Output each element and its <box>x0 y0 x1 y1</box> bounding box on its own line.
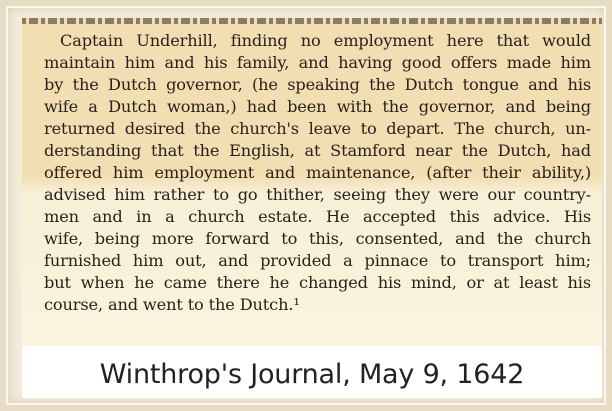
passage-line: returned desired the church's leave to depart. The church, un- <box>44 119 591 138</box>
passage-line: men and in a church estate. He accepted this advice. His <box>44 207 591 226</box>
cropped-previous-line <box>22 18 602 24</box>
passage-line: advised him rather to go thither, seeing they were our country- <box>44 185 591 204</box>
passage-line: derstanding that the English, at Stamford near the Dutch, had <box>44 141 591 160</box>
passage-line: by the Dutch governor, (he speaking the Dutch tongue and his <box>44 75 591 94</box>
passage-line: Captain Underhill, finding no employment here that would <box>60 31 591 50</box>
passage-line: wife a Dutch woman,) had been with the governor, and being <box>44 97 591 116</box>
passage-line: but when he came there he changed his mind, or at least his <box>44 273 591 292</box>
passage-line: course, and went to the Dutch.¹ <box>44 295 300 314</box>
passage-line: offered him employment and maintenance, (after their ability,) <box>44 163 591 182</box>
passage-line: furnished him out, and provided a pinnace to transport him; <box>44 251 591 270</box>
passage-line: wife, being more forward to this, consented, and the church <box>44 229 591 248</box>
passage-line: maintain him and his family, and having good offers made him <box>44 53 591 72</box>
source-caption: Winthrop's Journal, May 9, 1642 <box>99 359 525 390</box>
scanned-page <box>22 18 602 346</box>
caption-bar <box>22 346 602 398</box>
